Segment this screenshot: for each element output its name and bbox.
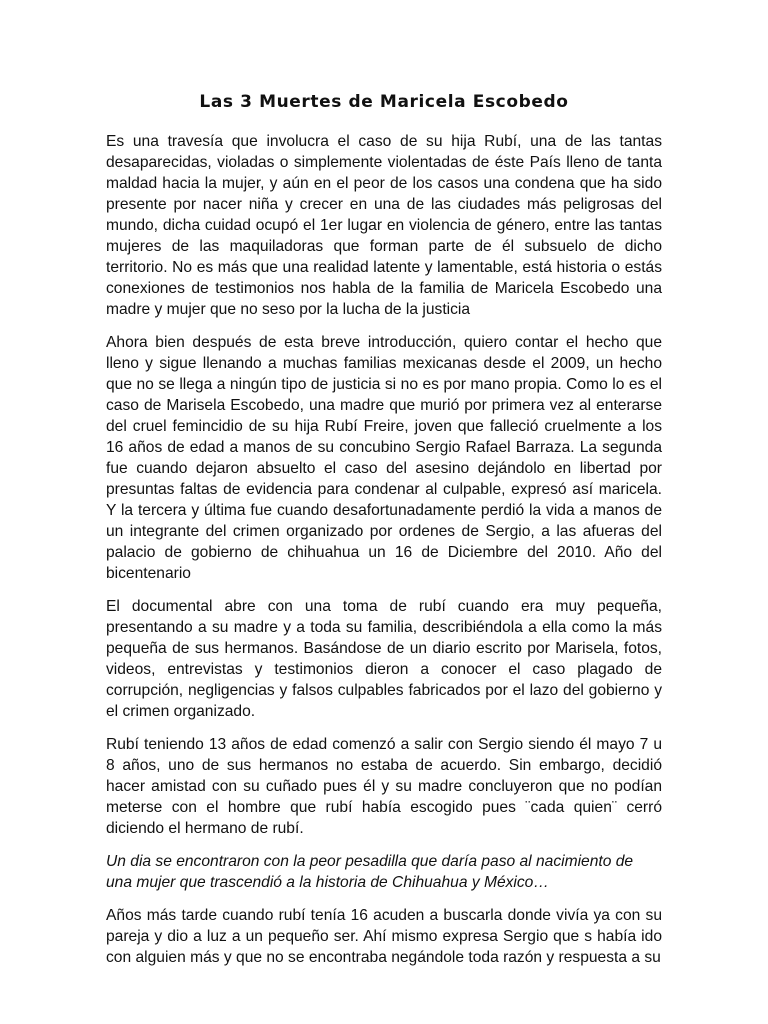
paragraph-documentary: El documental abre con una toma de rubí cuando era muy pequeña, presentando a su madre y a toda su familia, describiéndola a ella como la más pequeña de sus hermanos. Basándose de un diario escrito por Marisela, fotos, videos, entrevistas y testimonios dieron a conocer el caso plagado de corrupción, negligencias y falsos culpables fabricados por el lazo del gobierno y el crimen organizado. — [106, 598, 662, 720]
document-title: Las 3 Muertes de Maricela Escobedo — [199, 92, 569, 112]
paragraph-rubi-sergio: Rubí teniendo 13 años de edad comenzó a salir con Sergio siendo él mayo 7 u 8 años, uno de sus hermanos no estaba de acuerdo. Sin embargo, decidió hacer amistad con su cuñado pues él y su madre concluyeron que no podían meterse con el hombre que rubí había escogido pues ¨cada quien¨ cerró diciendo el hermano de rubí. — [106, 736, 662, 837]
paragraph-introduction: Es una travesía que involucra el caso de su hija Rubí, una de las tantas desaparecidas, violadas o simplemente violentadas de éste País lleno de tanta maldad hacia la mujer, y aún en el peor de los casos una condena que ha sido presente por nacer niña y crecer en una de las ciudades más peligrosas del mundo, dicha cuidad ocupó el 1er lugar en violencia de género, entre las tantas mujeres de las maquiladoras que forman parte de él subsuelo de dicho territorio. No es más que una realidad latente y lamentable, está historia o estás conexiones de testimonios nos habla de la familia de Maricela Escobedo una madre y mujer que no seso por la lucha de la justicia — [106, 133, 662, 318]
document-body — [106, 131, 662, 980]
paragraph-years-later: Años más tarde cuando rubí tenía 16 acuden a buscarla donde vivía ya con su pareja y dio a luz a un pequeño ser. Ahí mismo expresa Sergio que s había ido con alguien más y que no se encontraba negándole toda razón y respuesta a su — [106, 907, 662, 966]
paragraph-three-deaths: Ahora bien después de esta breve introducción, quiero contar el hecho que lleno y sigue llenando a muchas familias mexicanas desde el 2009, un hecho que no se llega a ningún tipo de justicia si no es por mano propia. Como lo es el caso de Marisela Escobedo, una madre que murió por primera vez al enterarse del cruel femincidio de su hija Rubí Freire, joven que falleció cruelmente a los 16 años de edad a manos de su concubino Sergio Rafael Barraza. La segunda fue cuando dejaron absuelto el caso del asesino dejándolo en libertad por presuntas faltas de evidencia para condenar al culpable, expresó así maricela. Y la tercera y última fue cuando desafortunadamente perdió la vida a manos de un integrante del crimen organizado por ordenes de Sergio, a las afueras del palacio de gobierno de chihuahua un 16 de Diciembre del 2010. Año del bicentenario — [106, 334, 662, 582]
paragraph-italic-quote: Un dia se encontraron con la peor pesadilla que daría paso al nacimiento de una mujer que trascendió a la historia de Chihuahua y México… — [106, 853, 634, 891]
